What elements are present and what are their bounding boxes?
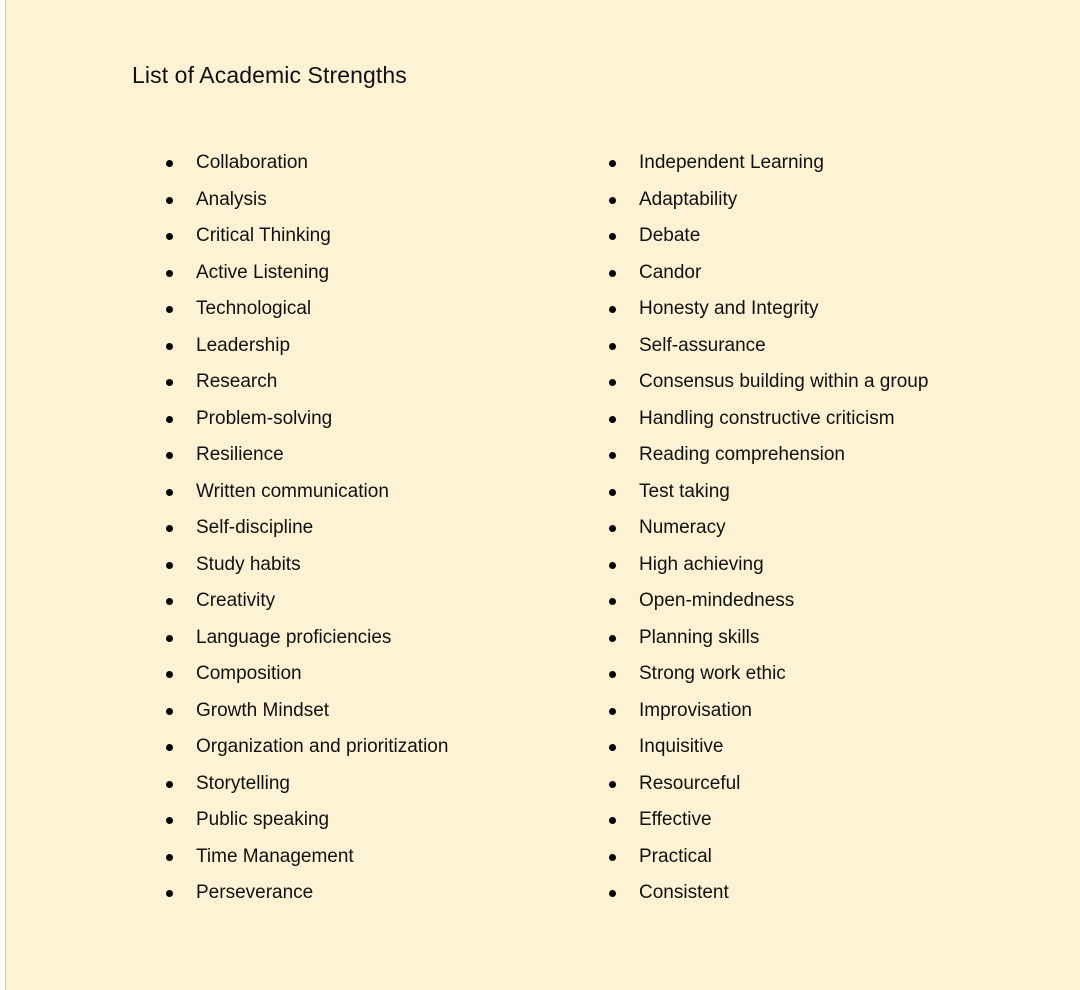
document-title: List of Academic Strengths xyxy=(132,62,407,88)
list-item xyxy=(606,730,1046,767)
list-item xyxy=(163,146,583,183)
list-item xyxy=(163,767,583,804)
list-item-label: Consensus building within a group xyxy=(639,371,929,392)
bullet-icon xyxy=(166,416,173,423)
list-item-label: Technological xyxy=(196,298,312,319)
bullet-icon xyxy=(609,817,616,824)
list-item-label: Test taking xyxy=(639,480,730,502)
list-item-label: Adaptability xyxy=(639,188,738,210)
list-item xyxy=(163,511,583,548)
list-item-label: Debate xyxy=(639,225,701,246)
list-item-label: Time Management xyxy=(196,845,354,867)
bullet-icon xyxy=(166,270,173,277)
bullet-icon xyxy=(609,635,616,642)
list-item xyxy=(606,511,1046,548)
list-item xyxy=(606,183,1046,220)
bullet-icon xyxy=(609,854,616,861)
list-item-label: Effective xyxy=(639,809,712,830)
bullet-icon xyxy=(609,197,616,204)
list-item xyxy=(606,876,1046,913)
list-item xyxy=(163,621,583,658)
list-item xyxy=(163,256,583,293)
list-item xyxy=(163,840,583,877)
list-item xyxy=(163,219,583,256)
list-item-label: Active Listening xyxy=(196,261,330,283)
list-item xyxy=(606,803,1046,840)
list-item xyxy=(163,438,583,475)
list-item xyxy=(163,475,583,512)
list-item xyxy=(606,438,1046,475)
bullet-icon xyxy=(166,744,173,751)
list-item-label: Collaboration xyxy=(196,152,308,173)
bullet-icon xyxy=(166,781,173,788)
list-item-label: Creativity xyxy=(196,590,276,611)
bullet-icon xyxy=(609,890,616,897)
list-item xyxy=(163,694,583,731)
list-item-label: Honesty and Integrity xyxy=(639,298,819,319)
bullet-icon xyxy=(166,160,173,167)
bullet-icon xyxy=(166,890,173,897)
list-item-label: Inquisitive xyxy=(639,736,724,757)
list-item xyxy=(163,876,583,913)
list-item xyxy=(606,365,1046,402)
list-item-label: Practical xyxy=(639,845,712,867)
list-item-label: Public speaking xyxy=(196,809,330,830)
list-item xyxy=(163,402,583,439)
bullet-icon xyxy=(166,343,173,350)
list-item xyxy=(163,329,583,366)
list-item-label: Self-discipline xyxy=(196,517,314,538)
bullet-icon xyxy=(166,489,173,496)
list-item xyxy=(606,657,1046,694)
bullet-icon xyxy=(166,598,173,605)
list-item-label: High achieving xyxy=(639,553,764,575)
list-item xyxy=(606,621,1046,658)
strengths-list-left xyxy=(163,146,583,913)
list-item-label: Handling constructive criticism xyxy=(639,407,895,429)
list-item-label: Composition xyxy=(196,663,302,684)
list-item-label: Resilience xyxy=(196,444,284,465)
bullet-icon xyxy=(166,635,173,642)
bullet-icon xyxy=(166,525,173,532)
bullet-icon xyxy=(609,781,616,788)
list-item xyxy=(606,767,1046,804)
list-item-label: Planning skills xyxy=(639,626,760,648)
bullet-icon xyxy=(609,489,616,496)
list-item xyxy=(163,548,583,585)
list-item-label: Independent Learning xyxy=(639,152,824,173)
bullet-icon xyxy=(166,452,173,459)
list-item-label: Language proficiencies xyxy=(196,626,392,648)
strengths-list-right xyxy=(606,146,1046,913)
list-item-label: Numeracy xyxy=(639,517,726,538)
list-item xyxy=(606,584,1046,621)
list-item-label: Analysis xyxy=(196,188,267,210)
bullet-icon xyxy=(609,416,616,423)
list-item xyxy=(163,730,583,767)
list-item xyxy=(606,840,1046,877)
list-item xyxy=(163,183,583,220)
bullet-icon xyxy=(609,562,616,569)
list-item-label: Storytelling xyxy=(196,772,290,794)
bullet-icon xyxy=(166,708,173,715)
list-item-label: Critical Thinking xyxy=(196,225,331,246)
list-item-label: Leadership xyxy=(196,334,291,356)
bullet-icon xyxy=(609,306,616,313)
list-item xyxy=(606,548,1046,585)
bullet-icon xyxy=(166,817,173,824)
list-item xyxy=(163,657,583,694)
list-item-label: Consistent xyxy=(639,882,729,903)
bullet-icon xyxy=(609,270,616,277)
bullet-icon xyxy=(609,379,616,386)
list-item xyxy=(163,803,583,840)
bullet-icon xyxy=(609,598,616,605)
document-page xyxy=(5,0,1080,990)
list-item xyxy=(606,256,1046,293)
list-item-label: Open-mindedness xyxy=(639,590,795,611)
list-item xyxy=(606,694,1046,731)
bullet-icon xyxy=(609,452,616,459)
list-item-label: Organization and prioritization xyxy=(196,736,449,757)
bullet-icon xyxy=(609,160,616,167)
bullet-icon xyxy=(609,671,616,678)
bullet-icon xyxy=(166,197,173,204)
list-item-label: Strong work ethic xyxy=(639,663,786,684)
bullet-icon xyxy=(609,708,616,715)
list-item xyxy=(606,219,1046,256)
list-item xyxy=(606,475,1046,512)
list-item-label: Self-assurance xyxy=(639,334,766,356)
bullet-icon xyxy=(609,343,616,350)
bullet-icon xyxy=(166,233,173,240)
list-item-label: Written communication xyxy=(196,480,389,502)
list-item-label: Improvisation xyxy=(639,699,752,721)
list-item-label: Research xyxy=(196,371,278,392)
list-item xyxy=(163,292,583,329)
list-item-label: Growth Mindset xyxy=(196,699,330,721)
bullet-icon xyxy=(609,525,616,532)
list-item-label: Resourceful xyxy=(639,772,741,794)
bullet-icon xyxy=(166,562,173,569)
list-item xyxy=(606,402,1046,439)
bullet-icon xyxy=(166,671,173,678)
list-item xyxy=(163,584,583,621)
list-item-label: Perseverance xyxy=(196,882,314,903)
bullet-icon xyxy=(166,379,173,386)
bullet-icon xyxy=(166,306,173,313)
list-item-label: Problem-solving xyxy=(196,407,333,429)
list-item xyxy=(606,292,1046,329)
bullet-icon xyxy=(609,233,616,240)
list-item xyxy=(606,146,1046,183)
list-item xyxy=(606,329,1046,366)
list-item-label: Candor xyxy=(639,261,702,283)
bullet-icon xyxy=(609,744,616,751)
list-item-label: Study habits xyxy=(196,553,301,575)
list-item xyxy=(163,365,583,402)
bullet-icon xyxy=(166,854,173,861)
list-item-label: Reading comprehension xyxy=(639,444,845,465)
